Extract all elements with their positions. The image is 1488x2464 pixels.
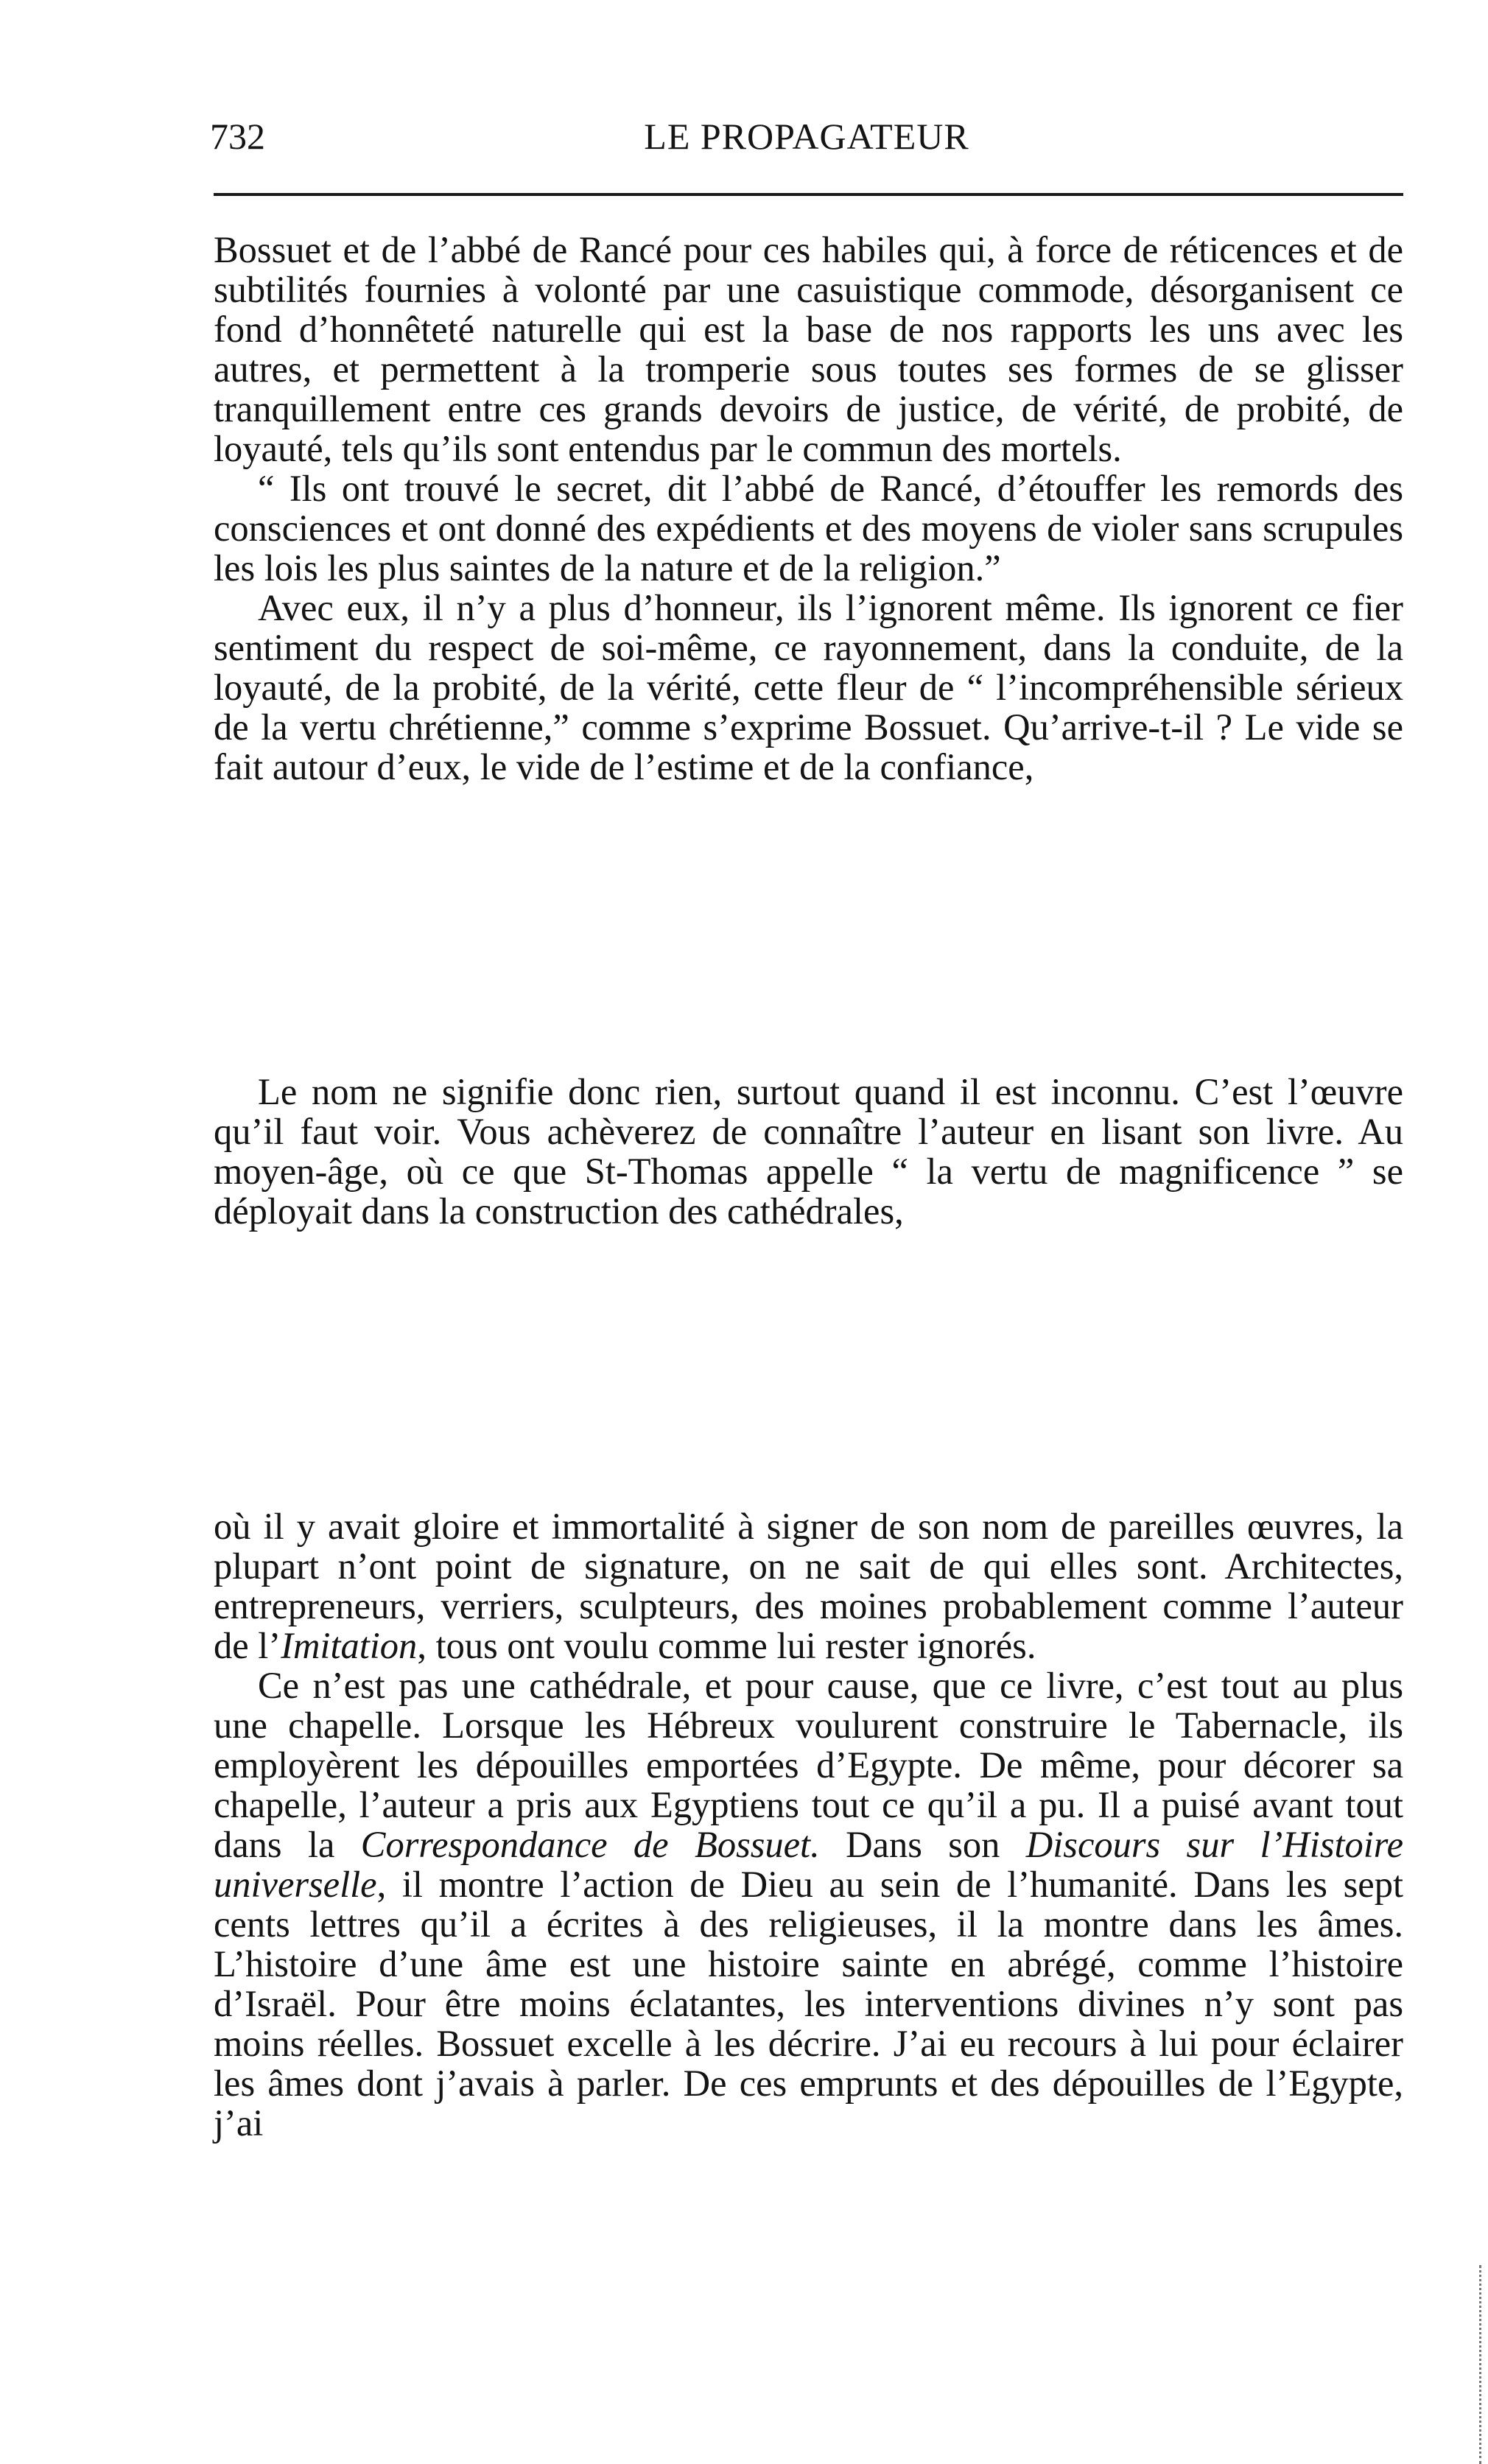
paragraph: Le nom ne signifie donc rien, surtout quand il est inconnu. C’est l’œuvre qu’il faut voir. Vous achèverez de connaître l’auteur en lisant son livre. Au moyen-âge, où ce que St-Thomas appelle “ la vertu de magnificence ” se déployait dans la construction des cathédrales, [214, 1071, 1403, 1232]
paragraph: Bossuet et de l’abbé de Rancé pour ces habiles qui, à force de réticences et de subtilités fournies à volonté par une casuistique commode, désorganisent ce fond d’honnêteté naturelle qui est la base de nos rapports les uns avec les autres, et permettent à la tromperie sous toutes ses formes de se glisser tranquillement entre ces grands devoirs de justice, de vérité, de probité, de loyauté, tels qu’ils sont entendus par le commun des mortels. [214, 229, 1403, 469]
paragraph [214, 1666, 1403, 2143]
running-title: LE PROPAGATEUR [644, 116, 969, 157]
text-block-3 [214, 1506, 1403, 2143]
text-block-2 [214, 1072, 1403, 1231]
book-title-correspondance: Correspondance de Bossuet. [360, 1824, 820, 1865]
paragraph: “ Ils ont trouvé le secret, dit l’abbé de Rancé, d’étouffer les remords des consciences et ont donné des expédients et des moyens de violer sans scrupules les lois les plus saintes de la nature et de la religion.” [214, 468, 1403, 589]
book-title-discours: Discours sur l’Histoire universelle [214, 1824, 1403, 1905]
paragraph [214, 1506, 1403, 1666]
header-rule [214, 193, 1403, 196]
scan-edge-marks [1479, 2265, 1484, 2464]
page-number: 732 [210, 116, 265, 157]
paragraph: Avec eux, il n’y a plus d’honneur, ils l’ignorent même. Ils ignorent ce fier sentiment du respect de soi-même, ce rayonnement, dans la conduite, de la loyauté, de la probité, de la vérité, cette fleur de “ l’incompréhensible sérieux de la vertu chrétienne,” comme s’exprime Bossuet. Qu’arrive-t-il ? Le vide se fait autour d’eux, le vide de l’estime et de la confiance, [214, 587, 1403, 787]
text-run: Dans son [819, 1824, 1026, 1865]
text-run: où il y avait gloire et immortalité à signer de son nom de pareilles œuvres, la plupart n’ont point de signature, on ne sait de qui elles sont. Architectes, entrepreneurs, verriers, sculpteurs, des moines probablement comme l’auteur de l’ [214, 1506, 1403, 1666]
text-block-1 [214, 230, 1403, 787]
book-title-imitation: Imitation [281, 1625, 418, 1666]
text-run: , tous ont voulu comme lui rester ignorés. [417, 1625, 1036, 1666]
text-run: Ce n’est pas une cathédrale, et pour cause, que ce livre, c’est tout au plus une chapelle. Lorsque les Hébreux voulurent construire le Tabernacle, ils employèrent les dépouilles emportées d’Egypte. De même, pour décorer sa chapelle, l’auteur a pris aux Egyptiens tout ce qu’il a pu. Il a puisé avant tout dans la [214, 1665, 1403, 1865]
text-run: , il montre l’action de Dieu au sein de l’humanité. Dans les sept cents lettres qu’il a écrites à des religieuses, il la montre dans les âmes. L’histoire d’une âme est une histoire sainte en abrégé, comme l’histoire d’Israël. Pour être moins éclatantes, les interventions divines n’y sont pas moins réelles. Bossuet excelle à les décrire. J’ai eu recours à lui pour éclairer les âmes dont j’avais à parler. De ces emprunts et des dépouilles de l’Egypte, j’ai [214, 1864, 1403, 2144]
page-header [210, 110, 1403, 162]
